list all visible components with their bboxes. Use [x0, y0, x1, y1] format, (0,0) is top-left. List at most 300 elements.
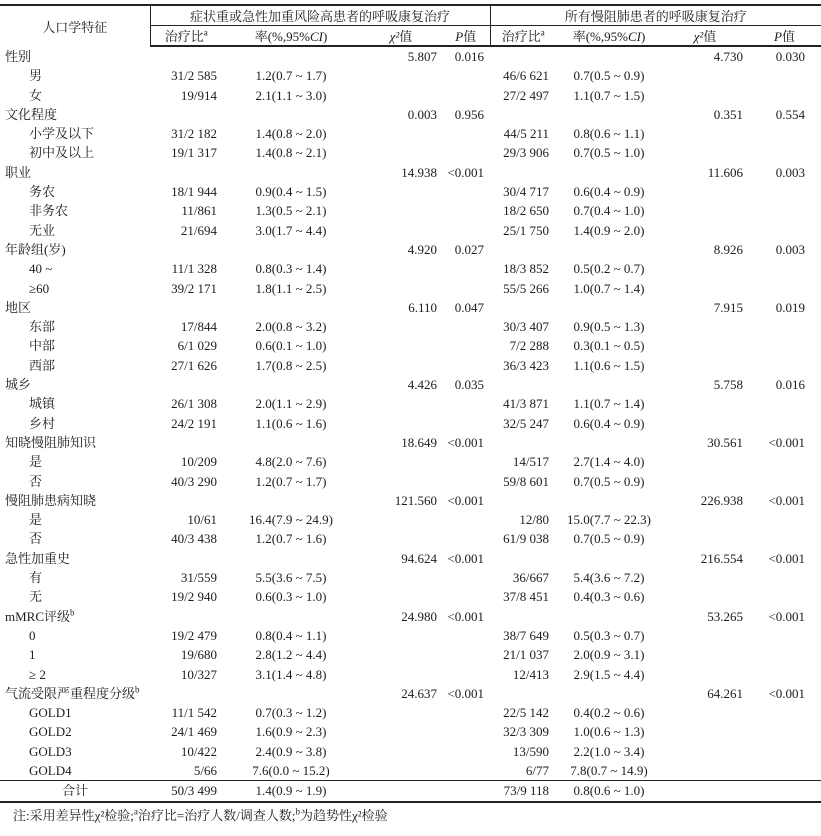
row-label: 小学及以下: [29, 126, 95, 142]
cell-p-all: [748, 587, 821, 606]
cell-p-highrisk: 0.047: [454, 299, 485, 315]
cell-ratio-highrisk: 31/2 182: [171, 126, 217, 142]
cell-ratio-highrisk: 31/2 585: [171, 68, 217, 84]
col-header-chi-square-all: χ²值: [662, 26, 748, 47]
row-label: 无业: [29, 222, 56, 238]
row-label: 合计: [0, 781, 150, 802]
row-label: 务农: [29, 184, 56, 200]
cell-rate-highrisk: [222, 433, 360, 452]
cell-rate-all: 1.1(0.7 ~ 1.5): [573, 87, 645, 103]
paper-table-page: [0, 4, 821, 825]
cell-p-all: [748, 317, 821, 336]
group-row: [0, 240, 821, 259]
cell-ratio-highrisk: 40/3 438: [171, 531, 217, 547]
cell-chi-all: [662, 645, 748, 664]
cell-rate-highrisk: [222, 375, 360, 394]
row-label: 气流受限严重程度分级$^b$: [5, 684, 140, 701]
cell-ratio-highrisk: 26/1 308: [171, 396, 217, 412]
cell-p-highrisk: 0.027: [454, 241, 485, 257]
row-label: GOLD1: [29, 705, 72, 721]
cell-ratio-highrisk: [150, 375, 222, 394]
cell-ratio-highrisk: [150, 607, 222, 626]
cell-chi-highrisk: [360, 761, 442, 781]
cell-ratio-highrisk: 24/1 469: [171, 724, 217, 740]
cell-p-highrisk: [442, 781, 490, 802]
cell-p-highrisk: <0.001: [447, 434, 485, 450]
cell-ratio-highrisk: [150, 105, 222, 124]
cell-ratio-all: 29/3 906: [503, 145, 550, 161]
cell-ratio-highrisk: 39/2 171: [171, 280, 217, 296]
cell-chi-highrisk: [360, 356, 442, 375]
row-label: 东部: [29, 319, 56, 335]
cell-p-highrisk: <0.001: [447, 608, 485, 624]
cell-rate-all: 1.1(0.6 ~ 1.5): [573, 357, 645, 373]
item-row: [0, 86, 821, 105]
cell-chi-highrisk: 0.003: [407, 106, 437, 122]
cell-p-highrisk: [442, 722, 490, 741]
row-label: 无: [29, 589, 43, 605]
cell-rate-highrisk: [222, 607, 360, 626]
cell-rate-all: 0.9(0.5 ~ 1.3): [573, 319, 645, 335]
item-row: [0, 665, 821, 684]
row-label: 1: [29, 647, 36, 663]
cell-chi-highrisk: [360, 472, 442, 491]
cell-chi-all: [662, 336, 748, 355]
row-label: 有: [29, 570, 43, 586]
cell-rate-highrisk: [222, 105, 360, 124]
cell-rate-highrisk: 1.4(0.9 ~ 1.9): [222, 781, 360, 802]
cell-ratio-highrisk: 40/3 290: [171, 473, 217, 489]
cell-ratio-all: 44/5 211: [503, 126, 550, 142]
cell-p-highrisk: <0.001: [447, 164, 485, 180]
cell-ratio-all: [490, 375, 556, 394]
cell-rate-all: 1.4(0.9 ~ 2.0): [573, 222, 645, 238]
cell-p-highrisk: [442, 472, 490, 491]
cell-ratio-all: 22/5 142: [503, 705, 550, 721]
cell-chi-all: [662, 259, 748, 278]
cell-rate-highrisk: 0.7(0.3 ~ 1.2): [255, 705, 327, 721]
cell-ratio-all: 61/9 038: [503, 531, 550, 547]
cell-ratio-all: 37/8 451: [503, 589, 550, 605]
cell-chi-all: 53.265: [707, 608, 744, 624]
cell-p-all: [748, 259, 821, 278]
cell-chi-all: [662, 394, 748, 413]
cell-rate-highrisk: 0.6(0.1 ~ 1.0): [255, 338, 327, 354]
cell-ratio-highrisk: 11/861: [181, 203, 217, 219]
cell-p-highrisk: 0.956: [454, 106, 485, 122]
cell-chi-all: [662, 414, 748, 433]
cell-rate-highrisk: 1.1(0.6 ~ 1.6): [255, 415, 327, 431]
cell-p-all: 0.003: [775, 164, 806, 180]
cell-ratio-highrisk: 6/1 029: [177, 338, 217, 354]
cell-chi-all: [662, 587, 748, 606]
cell-chi-all: [662, 182, 748, 201]
row-label: 城镇: [29, 396, 56, 412]
total-row: [0, 781, 821, 802]
cell-rate-all: 0.7(0.5 ~ 0.9): [573, 531, 645, 547]
cell-p-highrisk: [442, 259, 490, 278]
group-row: [0, 549, 821, 568]
cell-p-highrisk: [442, 529, 490, 548]
col-header-demographics: 人口学特征: [0, 5, 150, 46]
cell-ratio-highrisk: 10/209: [180, 454, 217, 470]
cell-p-all: [748, 703, 821, 722]
cell-chi-all: [662, 742, 748, 761]
cell-ratio-highrisk: 11/1 542: [171, 705, 217, 721]
cell-chi-highrisk: [360, 201, 442, 220]
cell-p-all: [748, 665, 821, 684]
cell-p-highrisk: [442, 336, 490, 355]
cell-rate-highrisk: 0.6(0.3 ~ 1.0): [255, 589, 327, 605]
cell-p-highrisk: [442, 452, 490, 471]
cell-ratio-all: 13/590: [512, 743, 550, 759]
cell-p-highrisk: [442, 221, 490, 240]
cell-rate-highrisk: 1.4(0.8 ~ 2.0): [255, 126, 327, 142]
cell-rate-all: 1.0(0.7 ~ 1.4): [573, 280, 645, 296]
note-superscript: a: [133, 806, 138, 817]
row-label: GOLD4: [29, 762, 72, 778]
row-label: 否: [29, 531, 43, 547]
row-label: 中部: [29, 338, 56, 354]
cell-p-highrisk: [442, 86, 490, 105]
cell-p-highrisk: [442, 510, 490, 529]
cell-rate-highrisk: [222, 491, 360, 510]
cell-chi-all: [662, 86, 748, 105]
cell-rate-all: 0.4(0.3 ~ 0.6): [573, 589, 645, 605]
cell-ratio-highrisk: [150, 684, 222, 703]
cell-p-all: [748, 356, 821, 375]
cell-chi-highrisk: [360, 529, 442, 548]
item-row: [0, 645, 821, 664]
col-header-p-value-highrisk: P值: [442, 26, 490, 47]
cell-chi-highrisk: [360, 452, 442, 471]
item-row: [0, 201, 821, 220]
item-row: [0, 317, 821, 336]
cell-chi-highrisk: [360, 568, 442, 587]
cell-rate-highrisk: 0.8(0.3 ~ 1.4): [255, 261, 327, 277]
cell-p-highrisk: [442, 356, 490, 375]
row-label: 女: [29, 87, 43, 103]
group-row: [0, 684, 821, 703]
cell-ratio-highrisk: [150, 491, 222, 510]
cell-ratio-all: [490, 491, 556, 510]
cell-chi-highrisk: [360, 124, 442, 143]
row-label: 慢阻肺患病知晓: [5, 492, 97, 508]
cell-chi-highrisk: [360, 742, 442, 761]
cell-rate-highrisk: 1.2(0.7 ~ 1.6): [255, 531, 327, 547]
row-label: GOLD3: [29, 743, 72, 759]
cell-p-highrisk: [442, 761, 490, 781]
cell-chi-all: [662, 529, 748, 548]
item-row: [0, 568, 821, 587]
cell-ratio-highrisk: 31/559: [180, 570, 217, 586]
row-label: 男: [29, 68, 43, 84]
cell-p-all: [748, 529, 821, 548]
group-row: [0, 105, 821, 124]
cell-ratio-highrisk: 27/1 626: [171, 357, 217, 373]
cell-rate-all: [556, 549, 662, 568]
item-row: [0, 529, 821, 548]
cell-rate-all: 0.7(0.5 ~ 1.0): [573, 145, 645, 161]
cell-p-all: [748, 568, 821, 587]
cell-chi-highrisk: [360, 221, 442, 240]
cell-chi-all: 8.926: [713, 241, 744, 257]
cell-rate-highrisk: [222, 163, 360, 182]
cell-p-highrisk: [442, 665, 490, 684]
cell-rate-all: 2.9(1.5 ~ 4.4): [573, 666, 645, 682]
col-header-chi-square-highrisk: χ²值: [360, 26, 442, 47]
cell-p-all: 0.019: [775, 299, 806, 315]
item-row: [0, 626, 821, 645]
cell-p-all: 0.554: [775, 106, 806, 122]
cell-ratio-highrisk: 24/2 191: [171, 415, 217, 431]
cell-ratio-all: [490, 163, 556, 182]
cell-ratio-all: 30/4 717: [503, 184, 550, 200]
row-label: 西部: [29, 357, 56, 373]
group-row: [0, 491, 821, 510]
cell-ratio-all: 32/5 247: [503, 415, 550, 431]
cell-chi-all: [662, 452, 748, 471]
cell-p-all: <0.001: [768, 492, 806, 508]
cell-p-all: [748, 645, 821, 664]
cell-rate-all: 0.5(0.2 ~ 0.7): [573, 261, 645, 277]
cell-p-all: [748, 336, 821, 355]
cell-ratio-all: 73/9 118: [490, 781, 556, 802]
cell-chi-highrisk: [360, 781, 442, 802]
row-label: ≥ 2: [29, 666, 46, 682]
cell-chi-all: [662, 143, 748, 162]
cell-p-all: [748, 452, 821, 471]
cell-ratio-all: 18/3 852: [503, 261, 550, 277]
cell-rate-highrisk: 7.6(0.0 ~ 15.2): [252, 762, 330, 778]
cell-p-highrisk: [442, 414, 490, 433]
cell-rate-all: 0.7(0.5 ~ 0.9): [573, 473, 645, 489]
cell-ratio-highrisk: 5/66: [193, 762, 217, 778]
group-row: [0, 433, 821, 452]
cell-p-all: [748, 510, 821, 529]
cell-ratio-all: 27/2 497: [503, 87, 550, 103]
cell-rate-all: 0.8(0.6 ~ 1.1): [573, 126, 645, 142]
cell-chi-highrisk: [360, 414, 442, 433]
row-label: 职业: [5, 164, 32, 180]
cell-chi-all: 30.561: [707, 434, 744, 450]
cell-chi-all: 4.730: [713, 49, 744, 64]
cell-chi-highrisk: [360, 703, 442, 722]
cell-ratio-highrisk: 10/327: [180, 666, 217, 682]
cell-chi-all: [662, 665, 748, 684]
cell-rate-highrisk: 3.0(1.7 ~ 4.4): [255, 222, 327, 238]
cell-p-all: 0.003: [775, 241, 806, 257]
cell-rate-highrisk: 2.1(1.1 ~ 3.0): [255, 87, 327, 103]
item-row: [0, 452, 821, 471]
cell-p-all: [748, 722, 821, 741]
cell-rate-highrisk: 3.1(1.4 ~ 4.8): [255, 666, 327, 682]
cell-ratio-all: 18/2 650: [503, 203, 550, 219]
note-text: 治疗比=治疗人数/调查人数;: [137, 807, 296, 823]
cell-ratio-all: 41/3 871: [503, 396, 550, 412]
cell-ratio-highrisk: 50/3 499: [150, 781, 222, 802]
cell-p-all: [748, 201, 821, 220]
cell-ratio-all: 25/1 750: [503, 222, 550, 238]
item-row: [0, 742, 821, 761]
item-row: [0, 703, 821, 722]
row-label: 急性加重史: [5, 550, 71, 566]
row-label: 是: [29, 454, 43, 470]
item-row: [0, 722, 821, 741]
group-row: [0, 607, 821, 626]
row-label: 是: [29, 512, 43, 528]
cell-chi-highrisk: [360, 182, 442, 201]
cell-rate-highrisk: 0.9(0.4 ~ 1.5): [255, 184, 327, 200]
cell-chi-highrisk: [360, 587, 442, 606]
row-label: mMRC评级$^b$: [5, 607, 75, 624]
cell-ratio-highrisk: 19/2 479: [171, 627, 217, 643]
cell-chi-highrisk: 24.980: [401, 608, 437, 624]
cell-rate-highrisk: [222, 684, 360, 703]
cell-p-all: [748, 221, 821, 240]
group-header-row: [0, 5, 821, 26]
cell-ratio-all: 32/3 309: [503, 724, 550, 740]
item-row: [0, 182, 821, 201]
row-label: 文化程度: [5, 106, 58, 122]
cell-chi-highrisk: 4.920: [407, 241, 437, 257]
cell-p-highrisk: [442, 143, 490, 162]
cell-chi-highrisk: [360, 86, 442, 105]
cell-rate-highrisk: 1.2(0.7 ~ 1.7): [255, 68, 327, 84]
cell-chi-all: [662, 626, 748, 645]
cell-rate-all: 0.6(0.4 ~ 0.9): [573, 415, 645, 431]
cell-ratio-all: 55/5 266: [503, 280, 550, 296]
cell-rate-all: 0.7(0.5 ~ 0.9): [573, 68, 645, 84]
cell-p-highrisk: [442, 703, 490, 722]
row-label: 乡村: [29, 415, 56, 431]
cell-chi-all: [662, 568, 748, 587]
cell-chi-all: [662, 356, 748, 375]
cell-rate-highrisk: 5.5(3.6 ~ 7.5): [255, 570, 327, 586]
row-label: 40 ~: [29, 261, 53, 277]
row-label: 地区: [5, 299, 32, 315]
cell-rate-all: [556, 433, 662, 452]
cell-chi-highrisk: [360, 394, 442, 413]
cell-ratio-highrisk: [150, 433, 222, 452]
cell-p-all: <0.001: [768, 608, 806, 624]
cell-chi-highrisk: 6.110: [408, 299, 437, 315]
cell-p-highrisk: [442, 742, 490, 761]
cell-rate-highrisk: 4.8(2.0 ~ 7.6): [255, 454, 327, 470]
cell-ratio-highrisk: [150, 240, 222, 259]
cell-chi-all: 226.938: [700, 492, 744, 508]
item-row: [0, 356, 821, 375]
cell-rate-highrisk: 2.8(1.2 ~ 4.4): [255, 647, 327, 663]
note-text: 为趋势性χ²检验: [299, 807, 388, 823]
cell-chi-all: [662, 201, 748, 220]
cell-ratio-all: 30/3 407: [503, 319, 550, 335]
cell-rate-all: [556, 607, 662, 626]
cell-ratio-highrisk: 19/1 317: [171, 145, 217, 161]
cell-rate-all: 1.0(0.6 ~ 1.3): [573, 724, 645, 740]
cell-ratio-all: 38/7 649: [503, 627, 550, 643]
row-label: 否: [29, 473, 43, 489]
cell-p-all: [748, 472, 821, 491]
cell-rate-all: 2.7(1.4 ~ 4.0): [573, 454, 645, 470]
cell-rate-all: 0.7(0.4 ~ 1.0): [573, 203, 645, 219]
cell-ratio-all: 36/3 423: [503, 357, 550, 373]
item-row: [0, 472, 821, 491]
cell-ratio-all: [490, 46, 556, 66]
cell-rate-highrisk: 16.4(7.9 ~ 24.9): [249, 512, 333, 528]
cell-rate-highrisk: [222, 46, 360, 66]
cell-p-all: [748, 182, 821, 201]
group-row: [0, 298, 821, 317]
cell-ratio-all: 46/6 621: [503, 68, 550, 84]
cell-chi-all: [662, 510, 748, 529]
row-label: 0: [29, 627, 36, 643]
cell-chi-highrisk: 4.426: [407, 377, 437, 393]
cell-ratio-all: [490, 105, 556, 124]
cell-p-all: [748, 143, 821, 162]
item-row: [0, 279, 821, 298]
cell-ratio-all: [490, 298, 556, 317]
cell-rate-all: 0.8(0.6 ~ 1.0): [556, 781, 662, 802]
cell-chi-highrisk: 18.649: [401, 434, 437, 450]
cell-rate-all: 1.1(0.7 ~ 1.4): [573, 396, 645, 412]
cell-ratio-all: [490, 607, 556, 626]
cell-chi-all: 0.351: [713, 106, 744, 122]
cell-rate-all: 0.3(0.1 ~ 0.5): [573, 338, 645, 354]
cell-p-all: <0.001: [768, 685, 806, 701]
cell-chi-all: [662, 472, 748, 491]
item-row: [0, 510, 821, 529]
item-row: [0, 761, 821, 781]
item-row: [0, 414, 821, 433]
cell-chi-all: [662, 124, 748, 143]
row-label: 性别: [5, 48, 32, 64]
cell-ratio-highrisk: [150, 163, 222, 182]
cell-chi-all: [662, 722, 748, 741]
cell-p-highrisk: [442, 201, 490, 220]
cell-rate-highrisk: 1.6(0.9 ~ 2.3): [255, 724, 327, 740]
cell-chi-highrisk: [360, 259, 442, 278]
cell-chi-highrisk: [360, 645, 442, 664]
item-row: [0, 259, 821, 278]
cell-rate-all: [556, 105, 662, 124]
group-row: [0, 375, 821, 394]
cell-ratio-all: 14/517: [512, 454, 550, 470]
cell-chi-highrisk: 121.560: [394, 492, 437, 508]
item-row: [0, 336, 821, 355]
cell-ratio-highrisk: 21/694: [180, 222, 217, 238]
cell-chi-highrisk: [360, 279, 442, 298]
cell-chi-highrisk: [360, 317, 442, 336]
cell-rate-highrisk: [222, 298, 360, 317]
row-label: GOLD2: [29, 724, 72, 740]
cell-rate-all: [556, 240, 662, 259]
cell-chi-highrisk: 94.624: [401, 550, 437, 566]
cell-chi-all: [662, 781, 748, 802]
cell-p-highrisk: [442, 394, 490, 413]
copd-rehab-stats-table: [0, 4, 821, 803]
cell-rate-all: [556, 163, 662, 182]
item-row: [0, 124, 821, 143]
cell-ratio-highrisk: 11/1 328: [171, 261, 217, 277]
group-row: [0, 46, 821, 66]
col-header-rate-ci-all: 率(%,95%CI): [556, 26, 662, 47]
cell-ratio-all: 6/77: [525, 762, 550, 778]
cell-ratio-highrisk: 17/844: [180, 319, 217, 335]
cell-p-all: 0.016: [775, 377, 806, 393]
cell-p-highrisk: [442, 279, 490, 298]
cell-ratio-all: [490, 240, 556, 259]
